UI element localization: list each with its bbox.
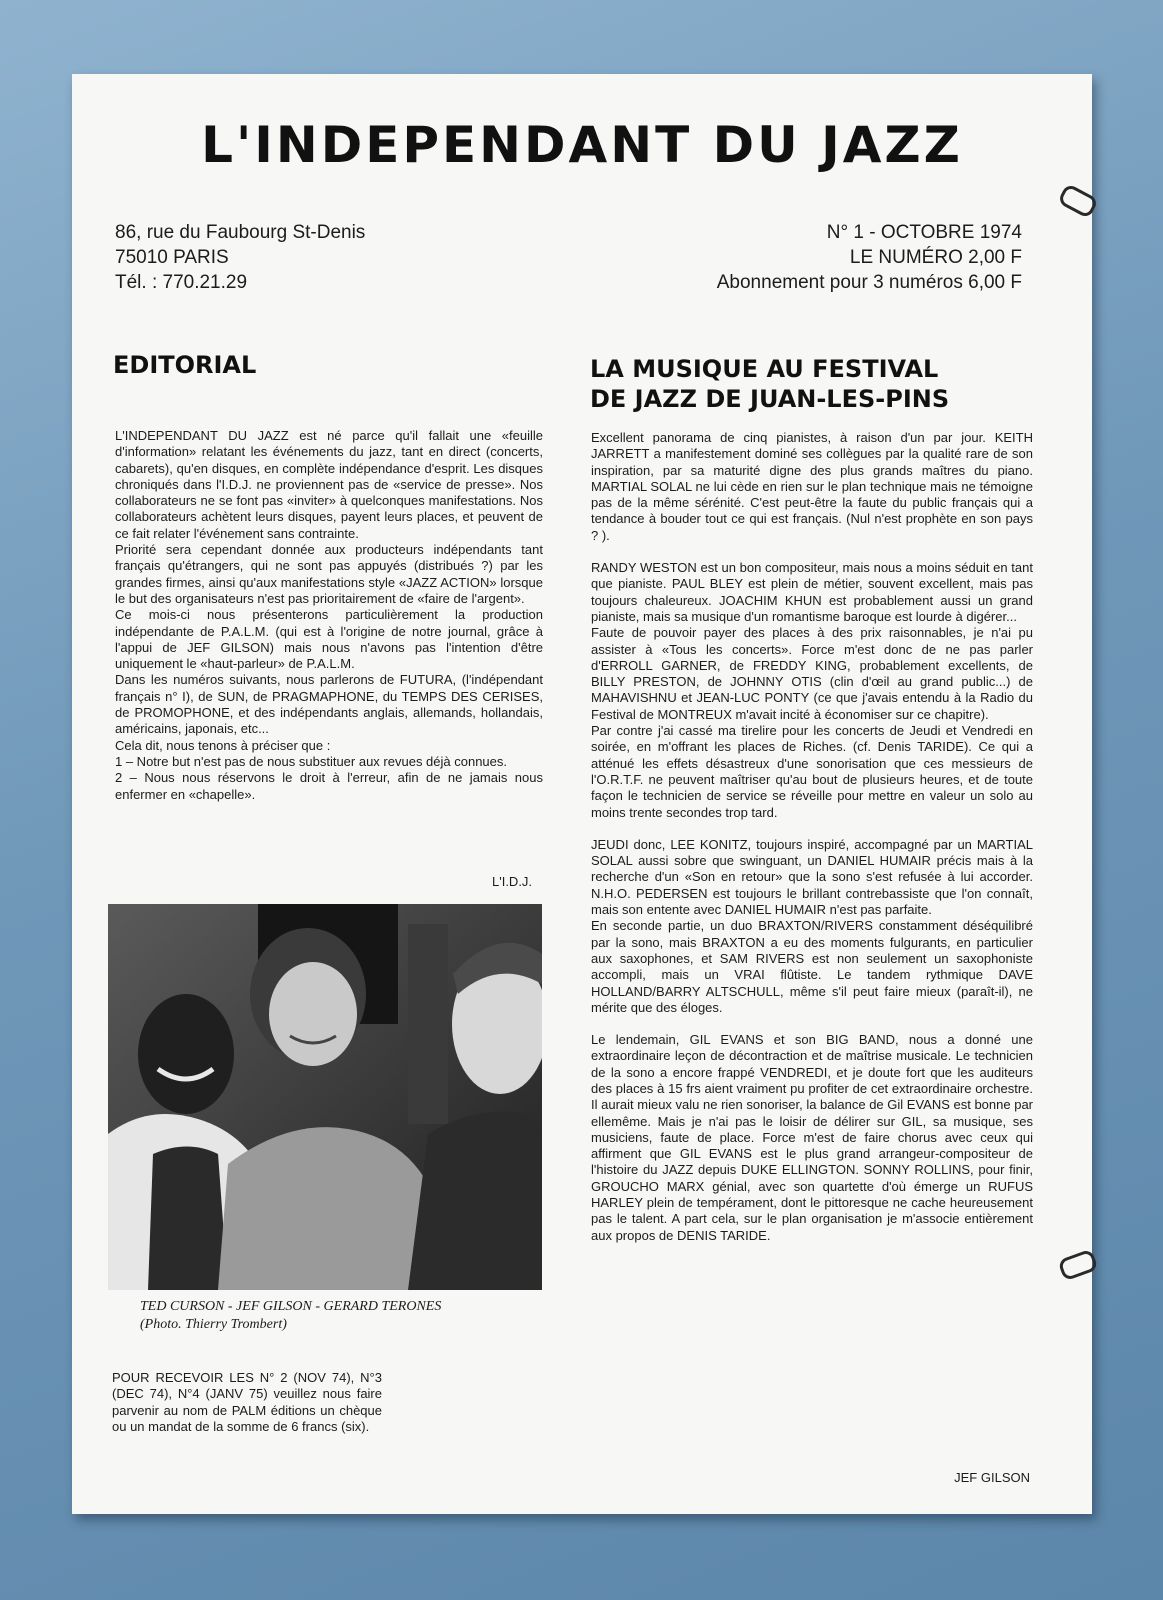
editorial-paragraph: Priorité sera cependant donnée aux producteurs indépendants tant français qu'étrangers, qui ne sont pas appuyés (distribués ?) par les grandes firmes, ainsi qu'aux manifestations style «JAZZ ACTION» lorsque le but des organisateurs n'est pas prioritairement de «faire de l'argent». [115,542,543,606]
issue-number-date: N° 1 - OCTOBRE 1974 [826,222,1022,243]
festival-paragraph: RANDY WESTON est un bon compositeur, mais nous a moins séduit en tant que pianiste. PAUL BLEY est plein de métier, souvent excellent, mais pas toujours chaleureux. JOACHIM KHUN est probablement aussi un grand pianiste, mais sa musique d'un romantisme baroque est lourde à digérer... [591,560,1033,624]
address-street: 86, rue du Faubourg St-Denis [115,222,366,243]
photo-caption-names: TED CURSON - JEF GILSON - GERARD TERONES [140,1299,442,1314]
editorial-signature: L'I.D.J. [492,874,533,889]
editorial-paragraph: Dans les numéros suivants, nous parlerons de FUTURA, (l'indépendant français n° I), de SUN, de PRAGMAPHONE, du TEMPS DES CERISES, de PROMOPHONE, et des indépendants anglais, allemands, hollandais, américains, japonais, etc... [115,672,543,737]
festival-paragraph: JEUDI donc, LEE KONITZ, toujours inspiré, accompagné par un MARTIAL SOLAL aussi sobre que swinguant, un DANIEL HUMAIR précis mais à la recherche d'un «Son en retour» que la sono s'est refusée à lui accorder. N.H.O. PEDERSEN est toujours le brillant contrebassiste que l'on connaît, mais son entente avec DANIEL HUMAIR n'est pas parfaite. [591,836,1033,918]
festival-signature: JEF GILSON [954,1470,1030,1485]
masthead-title: L'INDEPENDANT DU JAZZ [201,116,963,174]
festival-paragraph: En seconde partie, un duo BRAXTON/RIVERS constamment déséquilibré par la sono, mais BRAXTON a eu des moments fulgurants, en particulier aux saxophones, et SAM RIVERS est non seulement un saxophoniste accompli, mais un VRAI flûtiste. Le tandem rythmique DAVE HOLLAND/BARRY ALTSCHULL, même s'il peut faire mieux (paraît-il), ne mérite que des éloges. [591,918,1033,1015]
newspaper-page [72,74,1092,1514]
band-photo [108,904,542,1290]
festival-paragraph: Le lendemain, GIL EVANS et son BIG BAND, nous a donné une extraordinaire leçon de décontraction et de maîtrise musicale. Le technicien de la sono a encore frappé VENDREDI, et je doute fort que les auditeurs des places à 15 frs aient vraiment pu profiter de cet extraordinaire orchestre. Il aurait mieux valu ne rien sonoriser, la balance de Gil EVANS est bonne par ellemême. Mais je n'ai pas le loisir de délirer sur GIL, sa musique, ses musiciens, faute de place. Force m'est de faire chorus avec ceux qui affirment que GIL EVANS est le plus grand arrangeur-compositeur de l'histoire du JAZZ depuis DUKE ELLINGTON. SONNY ROLLINS, pour finir, GROUCHO MARX génial, avec son quartette d'où émerge un RUFUS HARLEY plein de tempérament, dont le pittoresque ne cache heureusement pas le talent. A part cela, sur le plan organisation je m'associe entièrement aux propos de DENIS TARIDE. [591,1032,1033,1243]
photo-illustration [108,904,542,1290]
editorial-heading: EDITORIAL [113,351,257,379]
editorial-body [115,428,543,803]
photo-credit: (Photo. Thierry Trombert) [140,1317,287,1332]
issue-info [717,220,1022,295]
binder-clip [1057,1249,1098,1282]
binder-clip [1057,183,1099,219]
editorial-paragraph: Ce mois-ci nous présenterons particulièrement la production indépendante de P.A.L.M. (qui est à l'origine de notre journal, grâce à l'appui de JEF GILSON) mais nous n'avons pas l'intention d'être uniquement le «haut-parleur» de P.A.L.M. [115,607,543,672]
address-phone: Tél. : 770.21.29 [115,272,248,293]
editorial-paragraph: Cela dit, nous tenons à préciser que : [115,737,331,753]
festival-heading-line: LA MUSIQUE AU FESTIVAL [590,355,939,383]
editorial-paragraph: 1 – Notre but n'est pas de nous substituer aux revues déjà connues. [115,753,508,769]
subscription-note: POUR RECEVOIR LES N° 2 (NOV 74), N°3 (DEC 74), N°4 (JANV 75) veuillez nous faire parvenir au nom de PALM éditions un chèque ou un mandat de la somme de 6 francs (six). [112,1370,382,1434]
festival-body [591,430,1033,1244]
photo-caption [140,1298,441,1334]
festival-paragraph: Excellent panorama de cinq pianistes, à raison d'un par jour. KEITH JARRETT a manifestement dominé ses collègues par la qualité rare de son inspiration, par sa maturité digne des plus grands maîtres du piano. MARTIAL SOLAL ne lui cède en rien sur le plan technique mais ne témoigne pas de la même sérénité. C'est peut-être la faute du public français qui a tendance à bouder tout ce qui est français. (Nul n'est prophète en son pays ? ). [591,430,1033,543]
publisher-address [115,220,365,295]
editorial-paragraph: 2 – Nous nous réservons le droit à l'erreur, afin de ne jamais nous enfermer en «chapelle». [115,770,543,802]
editorial-paragraph: L'INDEPENDANT DU JAZZ est né parce qu'il fallait une «feuille d'information» relatant les événements du jazz, tant en direct (concerts, cabarets), qu'en disques, en complète indépendance d'esprit. Les disques chroniqués dans l'I.D.J. ne proviennent pas de «service de presse». Nos collaborateurs ne se font pas «inviter» à quelconques manifestations. Nos collaborateurs achètent leurs disques, payent leurs places, et peuvent de ce fait relater l'événement sans contrainte. [115,428,543,541]
festival-paragraph: Par contre j'ai cassé ma tirelire pour les concerts de Jeudi et Vendredi en soirée, en m'offrant les places de Riches. (cf. Denis TARIDE). Ce qui a atténué les effets désastreux d'une sonorisation que ces messieurs de l'O.R.T.F. ne peuvent maîtriser qu'au bout de plusieurs heures, et de toute façon le technicien de service se réveille pour mettre en valeur un solo au moins trente secondes trop tard. [591,723,1033,820]
issue-subscription: Abonnement pour 3 numéros 6,00 F [716,272,1022,293]
festival-heading-line: DE JAZZ DE JUAN-LES-PINS [590,385,950,413]
issue-price: LE NUMÉRO 2,00 F [849,247,1022,268]
address-city: 75010 PARIS [115,247,229,268]
festival-paragraph: Faute de pouvoir payer des places à des prix raisonnables, je n'ai pu assister à «Tous les concerts». Force m'est donc de ne pas parler d'ERROLL GARNER, de FREDDY KING, probablement excellents, de BILLY PRESTON, de JOHNNY OTIS (clin d'œil au grand public...) de MAHAVISHNU et JEAN-LUC PONTY (ce que j'avais entendu à la Radio du Festival de MONTREUX m'avait incité à économiser sur ce chapitre). [591,625,1033,722]
festival-heading [590,354,949,414]
